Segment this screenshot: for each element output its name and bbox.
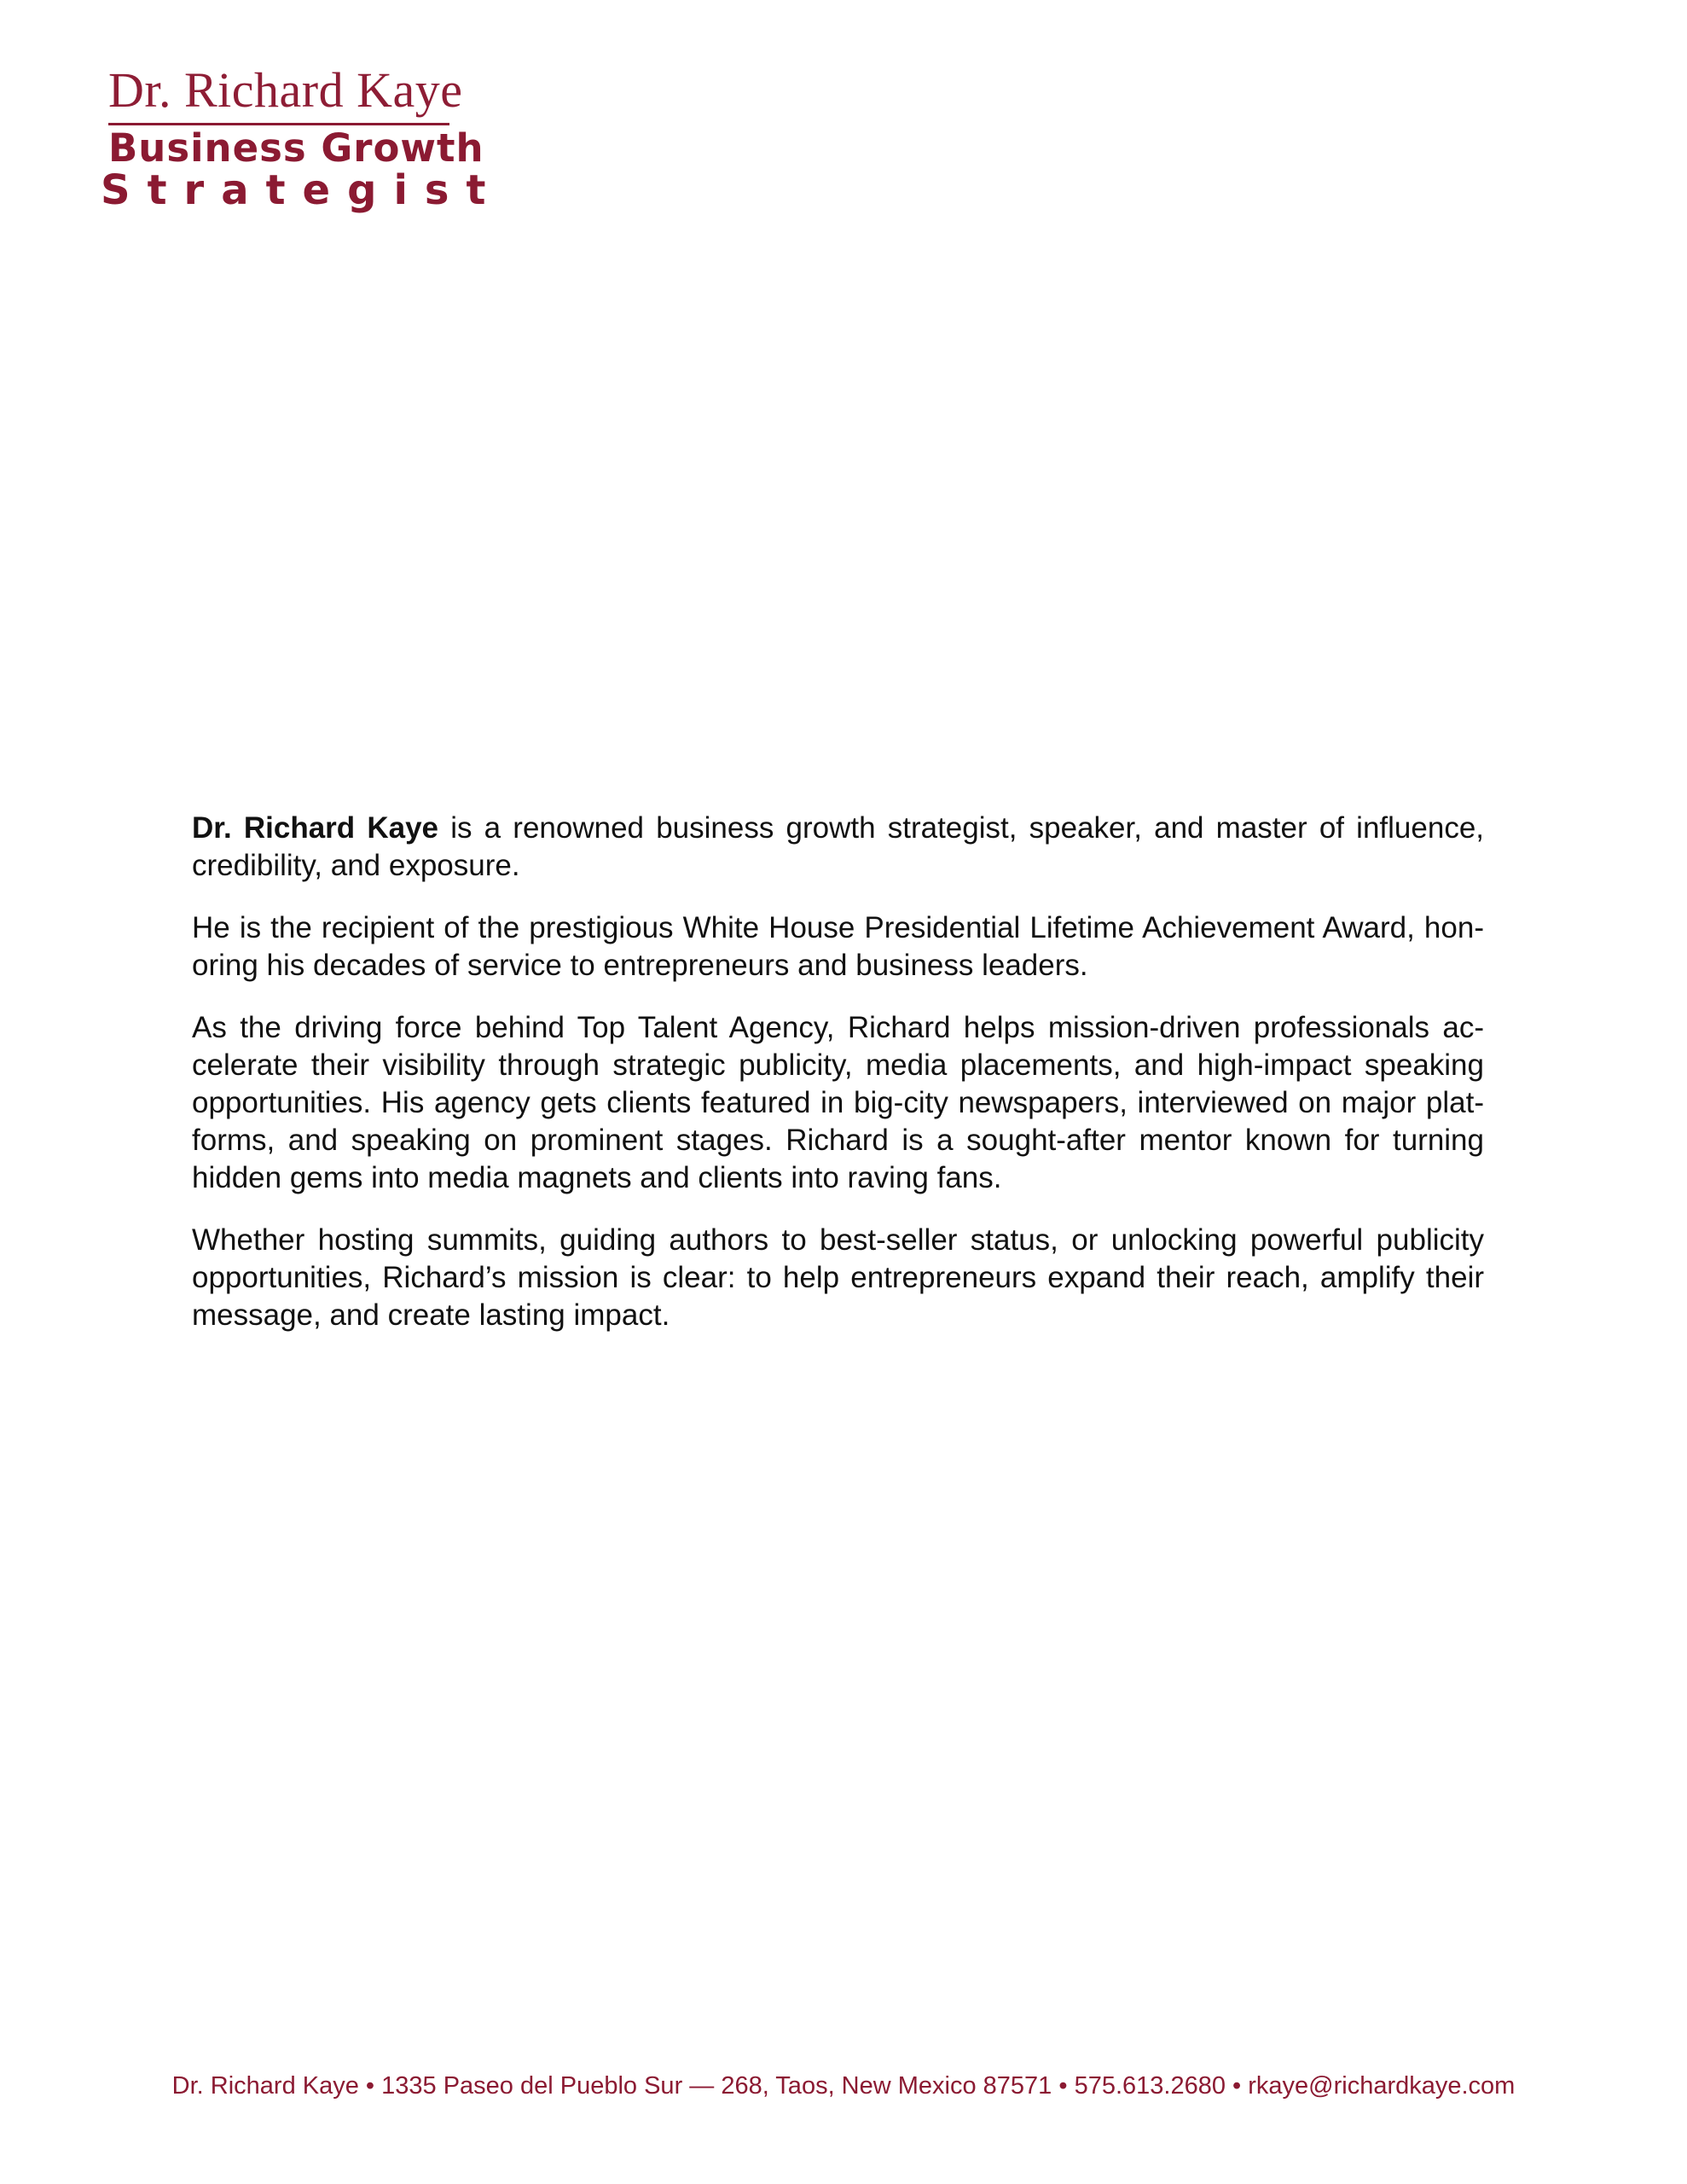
logo-tagline-line2: Strategist	[101, 166, 503, 214]
bio-paragraph-2: He is the recipient of the prestigious White House Presidential Lifetime Achievement Award, honoring his decades of service to entrepreneurs and business leaders.	[192, 911, 1484, 982]
logo	[101, 62, 503, 214]
bio-text-block	[192, 810, 1484, 1334]
footer-contact-line: Dr. Richard Kaye • 1335 Paseo del Pueblo Sur — 268, Taos, New Mexico 87571 • 575.613.2680 • rkaye@richardkaye.com	[171, 2072, 1516, 2100]
bio-paragraph-3: As the driving force behind Top Talent Agency, Richard helps mission-driven professionals accelerate their visibility through strategic publicity, media placements, and high-impact speaking opportunities. His agency gets clients featured in big-city newspapers, interviewed on major platforms, and speaking on prominent stages. Richard is a sought-after mentor known for turning hidden gems into media magnets and clients into raving fans.	[192, 1011, 1484, 1194]
bio-paragraph-1-lead: Dr. Richard Kaye	[192, 811, 439, 845]
bio-paragraph-4: Whether hosting summits, guiding authors to best-seller status, or unlocking powerful publicity opportunities, Richard’s mission is clear: to help entrepreneurs expand their reach, amplify their message, and create lasting impact.	[192, 1223, 1484, 1332]
logo-tagline-line1: Business Growth	[108, 125, 484, 171]
footer	[0, 2071, 1687, 2101]
bio-paragraph-1	[192, 810, 1484, 885]
logo-name: Dr. Richard Kaye	[108, 62, 463, 118]
bio-paragraph-1-rest: is a renowned business growth strategist, speaker, and master of influence, credibility, and exposure.	[192, 811, 1485, 882]
